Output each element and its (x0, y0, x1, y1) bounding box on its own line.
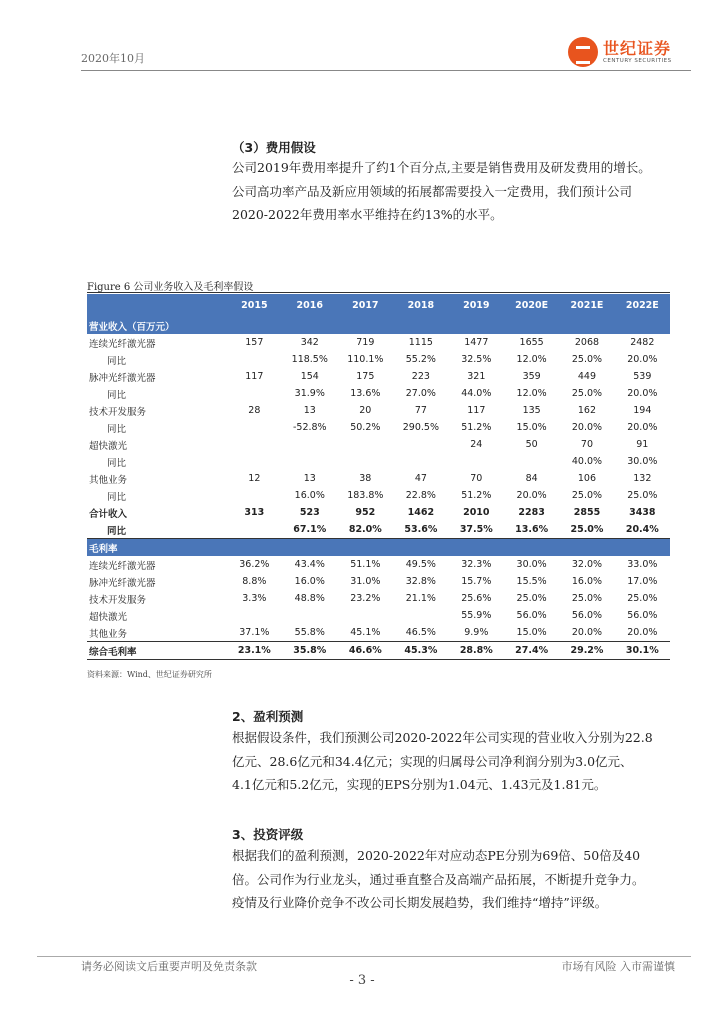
investment-rating-text (232, 844, 692, 915)
paragraph-line: 亿元、28.6亿元和34.4亿元；实现的归属母公司净利润分别为3.0亿元、 (232, 753, 633, 769)
value-cell: 117 (245, 371, 264, 382)
value-cell: 15.0% (516, 422, 547, 433)
value-cell: 20.0% (516, 490, 547, 501)
value-cell: 51.2% (461, 422, 492, 433)
yoy-row (87, 351, 670, 368)
value-cell: 47 (414, 473, 427, 484)
year-header-cell: 2016 (282, 294, 338, 317)
value-cell: 30.1% (615, 642, 670, 660)
value-cell: 33.0% (627, 559, 658, 570)
value-cell (449, 453, 504, 470)
value-cell: 27.4% (504, 642, 559, 660)
value-cell: 55.8% (294, 627, 325, 638)
logo-name-cn: 世纪证券 (603, 39, 672, 58)
row-label: 技术开发服务 (89, 406, 147, 418)
value-cell: 342 (300, 337, 319, 348)
value-cell: 44.0% (461, 388, 492, 399)
yoy-row (87, 487, 670, 504)
total-revenue-row (87, 504, 670, 521)
value-cell: 20.0% (571, 422, 603, 433)
value-cell (227, 385, 282, 402)
value-cell: 20.0% (627, 627, 658, 638)
value-cell: 82.0% (338, 521, 394, 539)
value-cell: 110.1% (347, 354, 384, 365)
paragraph-line: 4.1亿元和5.2亿元，实现的EPS分别为1.04元、1.43元及1.81元。 (232, 777, 607, 792)
year-header-cell: 2015 (227, 294, 282, 317)
table-header-row (87, 294, 670, 317)
value-cell: 13.6% (350, 388, 381, 399)
value-cell: 23.1% (227, 642, 282, 660)
value-cell: 30.0% (627, 456, 658, 467)
header-date: 2020年10月 (81, 52, 145, 65)
value-cell (227, 351, 282, 368)
value-cell: 132 (633, 473, 652, 484)
value-cell: 223 (411, 371, 430, 382)
revenue-row (87, 402, 670, 419)
value-cell: 46.6% (338, 642, 394, 660)
paragraph-line: 公司2019年费用率提升了约1个百分点,主要是销售费用及研发费用的增长。 (232, 160, 651, 175)
value-cell: 3438 (629, 507, 656, 518)
paragraph-line: 2020-2022年费用率水平维持在约13%的水平。 (232, 207, 503, 222)
logo-icon (568, 37, 598, 67)
value-cell: 40.0% (571, 456, 603, 467)
year-header-cell: 2019 (449, 294, 504, 317)
value-cell: 77 (414, 405, 427, 416)
value-cell: 84 (525, 473, 538, 484)
value-cell: 290.5% (402, 422, 439, 433)
value-cell: 32.5% (461, 354, 492, 365)
header-corner-cell (87, 294, 227, 317)
value-cell: 67.1% (282, 521, 338, 539)
value-cell: 91 (636, 439, 649, 450)
value-cell: 45.3% (393, 642, 449, 660)
value-cell: 56.0% (516, 610, 547, 621)
value-cell: 523 (299, 507, 320, 518)
expense-assumption-text (232, 156, 692, 227)
row-label: 超快激光 (89, 611, 128, 623)
value-cell: 13 (303, 405, 316, 416)
profit-forecast-text (232, 726, 692, 797)
value-cell: 23.2% (350, 593, 381, 604)
value-cell (227, 453, 282, 470)
investment-rating-title: 3、投资评级 (232, 827, 304, 842)
value-cell: 32.3% (461, 559, 492, 570)
value-cell: 539 (633, 371, 652, 382)
value-cell: 20 (359, 405, 372, 416)
revenue-row (87, 334, 670, 351)
row-label: 同比 (107, 491, 127, 503)
year-header-cell: 2017 (338, 294, 394, 317)
value-cell: 20.0% (627, 388, 658, 399)
value-cell: 359 (522, 371, 541, 382)
value-cell: 36.2% (239, 559, 270, 570)
value-cell: 162 (577, 405, 597, 416)
value-cell: 30.0% (516, 559, 547, 570)
value-cell: 17.0% (627, 576, 658, 587)
value-cell: 25.0% (516, 593, 547, 604)
value-cell: 12.0% (516, 354, 547, 365)
value-cell: 32.8% (405, 576, 436, 587)
yoy-row (87, 453, 670, 470)
value-cell: 2482 (630, 337, 655, 348)
value-cell (393, 436, 449, 453)
paragraph-line: 根据假设条件，我们预测公司2020-2022年公司实现的营业收入分别为22.8 (232, 730, 653, 745)
value-cell: 16.0% (294, 576, 325, 587)
value-cell: 27.0% (405, 388, 436, 399)
value-cell: 56.0% (627, 610, 658, 621)
overall-margin-row (87, 642, 670, 660)
value-cell: 22.8% (405, 490, 436, 501)
value-cell: 25.0% (571, 593, 603, 604)
value-cell: 12 (248, 473, 261, 484)
value-cell (393, 607, 449, 624)
value-cell: 3.3% (242, 593, 267, 604)
revenue-section-label: 营业收入（百万元） (87, 317, 670, 334)
paragraph-line: 疫情及行业降价竞争不改公司长期发展趋势，我们维持“增持”评级。 (232, 895, 608, 910)
value-cell: 952 (355, 507, 376, 518)
value-cell: 25.0% (571, 388, 603, 399)
value-cell: 70 (470, 473, 483, 484)
value-cell: 56.0% (571, 610, 603, 621)
value-cell: 13.6% (504, 521, 559, 539)
value-cell: 8.8% (242, 576, 267, 587)
value-cell (338, 607, 394, 624)
revenue-row (87, 436, 670, 453)
row-label: 综合毛利率 (87, 642, 227, 660)
value-cell: 1462 (407, 507, 435, 518)
margin-row (87, 556, 670, 573)
value-cell: 183.8% (347, 490, 384, 501)
value-cell: 15.5% (516, 576, 547, 587)
profit-forecast-title: 2、盈利预测 (232, 709, 304, 724)
row-label: 其他业务 (89, 628, 128, 640)
value-cell (227, 436, 282, 453)
value-cell: 46.5% (405, 627, 436, 638)
year-header-cell: 2022E (615, 294, 670, 317)
value-cell (282, 607, 338, 624)
value-cell: 20.4% (615, 521, 670, 539)
value-cell: 2068 (574, 337, 600, 348)
value-cell (282, 453, 338, 470)
margin-row (87, 607, 670, 624)
revenue-row (87, 470, 670, 487)
row-label: 同比 (107, 423, 127, 435)
value-cell: 37.5% (449, 521, 504, 539)
value-cell: 2855 (573, 507, 601, 518)
value-cell (338, 436, 394, 453)
paragraph-line: 倍。公司作为行业龙头，通过垂直整合及高端产品拓展，不断提升竞争力。 (232, 871, 645, 887)
page-number: - 3 - (349, 973, 375, 988)
value-cell: 20.0% (627, 354, 658, 365)
value-cell: 49.5% (405, 559, 436, 570)
year-header-cell: 2020E (504, 294, 559, 317)
row-label: 脉冲光纤激光器 (89, 577, 156, 589)
value-cell: 20.0% (571, 627, 603, 638)
footer-divider (37, 956, 691, 957)
value-cell: -52.8% (292, 422, 327, 433)
value-cell: 32.0% (571, 559, 603, 570)
yoy-row (87, 385, 670, 402)
margin-row (87, 624, 670, 642)
margin-row (87, 590, 670, 607)
value-cell: 16.0% (571, 576, 603, 587)
value-cell: 24 (470, 439, 483, 450)
value-cell: 719 (356, 337, 375, 348)
value-cell: 118.5% (291, 354, 328, 365)
value-cell: 51.1% (350, 559, 381, 570)
value-cell: 157 (245, 337, 264, 348)
year-header-cell: 2018 (393, 294, 449, 317)
value-cell: 70 (580, 439, 593, 450)
value-cell: 25.0% (571, 490, 603, 501)
revenue-row (87, 368, 670, 385)
row-label: 脉冲光纤激光器 (89, 372, 156, 384)
header-divider (81, 70, 691, 71)
row-label: 同比 (107, 389, 127, 401)
value-cell: 55.9% (461, 610, 492, 621)
row-label: 超快激光 (89, 440, 128, 452)
margin-section-label: 毛利率 (87, 539, 670, 557)
value-cell: 29.2% (559, 642, 614, 660)
row-label: 同比 (87, 521, 227, 539)
value-cell: 13 (303, 473, 316, 484)
value-cell: 28.8% (449, 642, 504, 660)
value-cell: 12.0% (516, 388, 547, 399)
paragraph-line: 根据我们的盈利预测，2020-2022年对应动态PE分别为69倍、50倍及40 (232, 848, 641, 863)
logo-name-en: CENTURY SECURITIES (603, 58, 672, 64)
value-cell: 1477 (464, 337, 489, 348)
value-cell: 28 (248, 405, 261, 416)
value-cell: 51.2% (461, 490, 492, 501)
value-cell: 25.0% (559, 521, 614, 539)
value-cell: 117 (467, 405, 486, 416)
value-cell: 45.1% (350, 627, 381, 638)
value-cell: 1115 (408, 337, 433, 348)
revenue-section-row (87, 317, 670, 334)
margin-row (87, 573, 670, 590)
row-label: 同比 (107, 355, 127, 367)
value-cell (227, 607, 282, 624)
value-cell: 37.1% (239, 627, 270, 638)
value-cell (227, 419, 282, 436)
value-cell (282, 436, 338, 453)
value-cell: 2010 (463, 507, 490, 518)
figure-source: 资料来源：Wind、世纪证券研究所 (87, 670, 212, 679)
row-label: 技术开发服务 (89, 594, 147, 606)
year-header-cell: 2021E (559, 294, 614, 317)
figure-top-rule (87, 292, 670, 293)
value-cell: 21.1% (405, 593, 436, 604)
value-cell: 50.2% (350, 422, 381, 433)
value-cell: 154 (300, 371, 319, 382)
value-cell: 25.0% (627, 593, 658, 604)
figure-title: Figure 6 公司业务收入及毛利率假设 (87, 282, 254, 293)
value-cell: 175 (356, 371, 375, 382)
footer-risk-notice: 市场有风险 入市需谨慎 (561, 960, 675, 973)
value-cell (227, 521, 282, 539)
company-logo (568, 37, 672, 67)
row-label: 连续光纤激光器 (89, 338, 156, 350)
value-cell (393, 453, 449, 470)
expense-assumption-title: （3）费用假设 (232, 140, 316, 155)
value-cell: 31.0% (350, 576, 381, 587)
value-cell: 31.9% (294, 388, 325, 399)
revenue-margin-table (87, 294, 670, 660)
value-cell: 38 (359, 473, 372, 484)
value-cell: 135 (522, 405, 541, 416)
value-cell: 25.0% (571, 354, 603, 365)
value-cell: 25.0% (627, 490, 658, 501)
value-cell: 55.2% (405, 354, 436, 365)
value-cell: 53.6% (393, 521, 449, 539)
value-cell: 43.4% (294, 559, 325, 570)
row-label: 连续光纤激光器 (89, 560, 156, 572)
value-cell (227, 487, 282, 504)
value-cell: 50 (525, 439, 538, 450)
row-label: 其他业务 (89, 474, 128, 486)
value-cell: 9.9% (464, 627, 489, 638)
row-label: 同比 (107, 457, 127, 469)
value-cell: 313 (244, 507, 265, 518)
total-yoy-row (87, 521, 670, 539)
value-cell: 321 (467, 371, 486, 382)
value-cell: 106 (577, 473, 597, 484)
value-cell: 15.7% (461, 576, 492, 587)
value-cell: 15.0% (516, 627, 547, 638)
value-cell: 16.0% (294, 490, 325, 501)
footer-disclaimer: 请务必阅读文后重要声明及免责条款 (81, 960, 257, 973)
value-cell: 194 (633, 405, 652, 416)
value-cell: 1655 (519, 337, 544, 348)
value-cell: 35.8% (282, 642, 338, 660)
value-cell (504, 453, 559, 470)
margin-section-row (87, 539, 670, 557)
value-cell: 20.0% (627, 422, 658, 433)
value-cell (338, 453, 394, 470)
value-cell: 48.8% (294, 593, 325, 604)
value-cell: 449 (577, 371, 597, 382)
paragraph-line: 公司高功率产品及新应用领域的拓展都需要投入一定费用，我们预计公司 (232, 183, 633, 199)
row-label: 合计收入 (89, 508, 128, 520)
yoy-row (87, 419, 670, 436)
value-cell: 2283 (518, 507, 545, 518)
value-cell: 25.6% (461, 593, 492, 604)
